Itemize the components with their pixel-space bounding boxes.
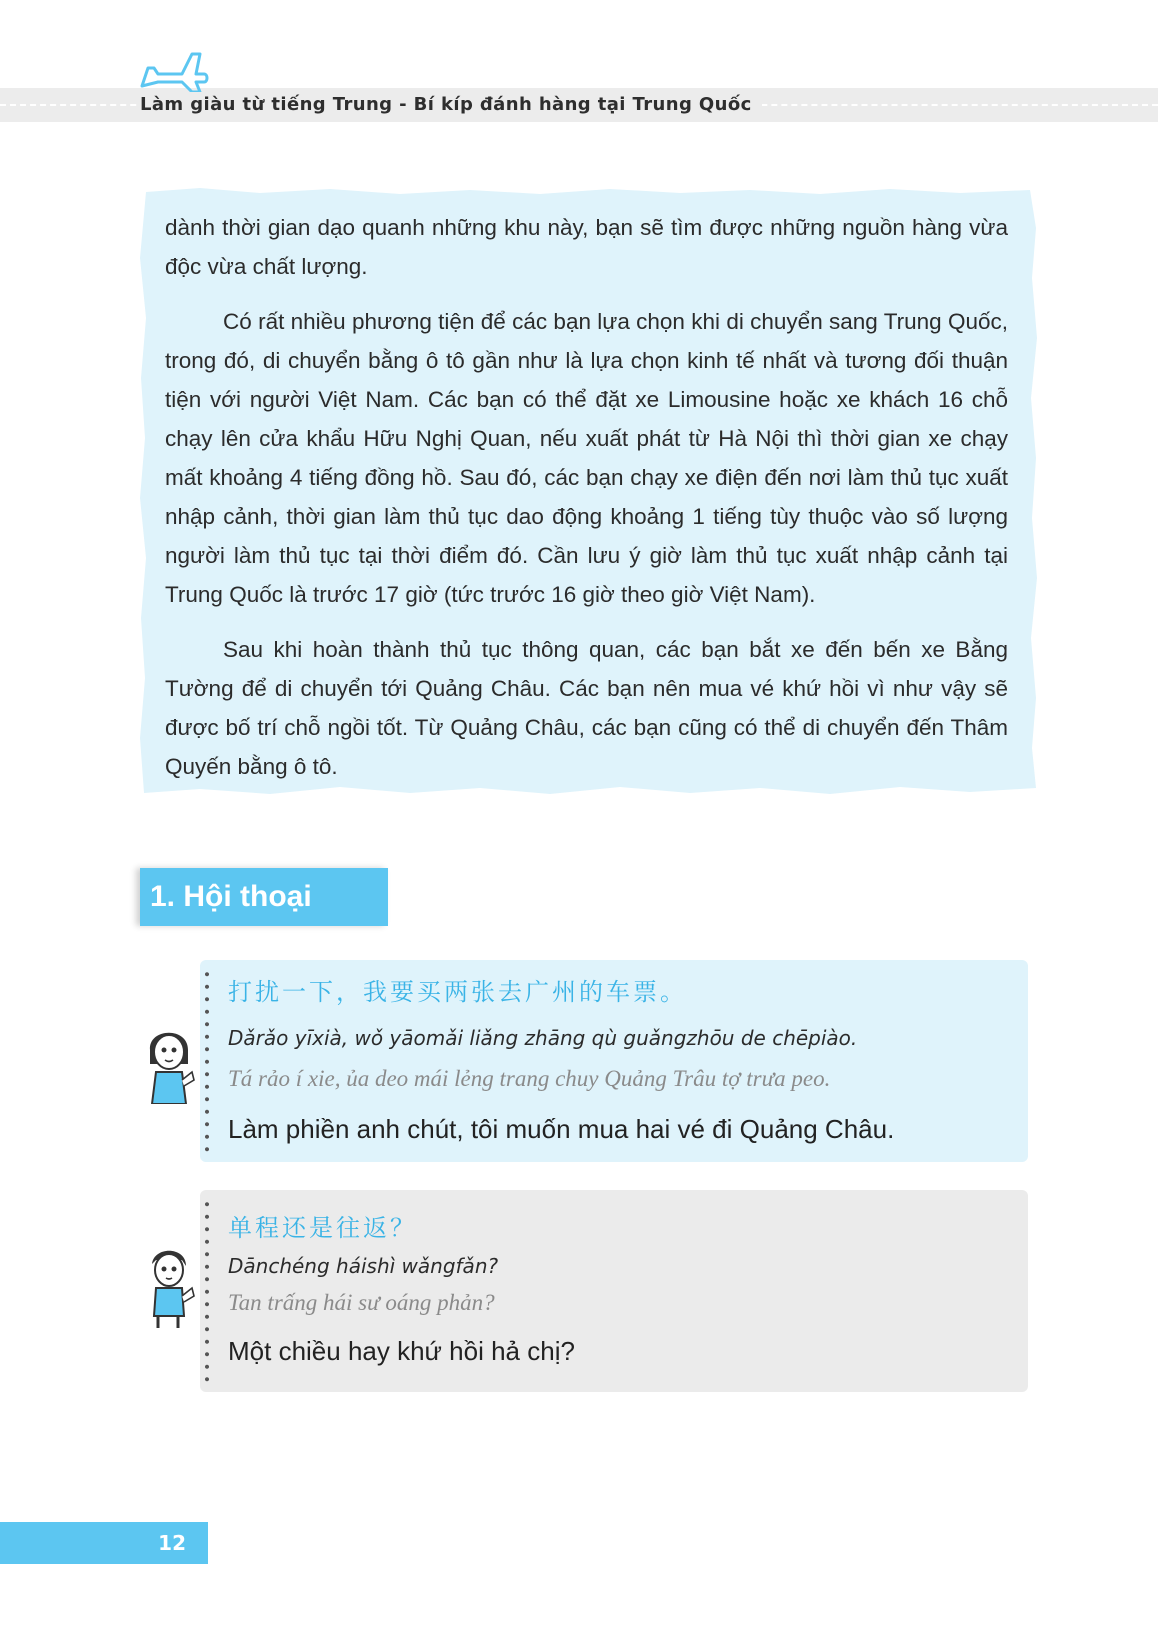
chinese-line: 打扰一下，我要买两张去广州的车票。 (228, 978, 687, 1006)
book-title: Làm giàu từ tiếng Trung - Bí kíp đánh hàng tại Trung Quốc (140, 92, 762, 118)
pinyin-line: Dānchéng háishì wǎngfǎn? (228, 1254, 499, 1278)
man-avatar-icon (142, 1244, 198, 1328)
intro-paragraph: dành thời gian dạo quanh những khu này, bạn sẽ tìm được những nguồn hàng vừa độc vừa chất lượng. (165, 215, 1008, 279)
plane-icon (138, 44, 210, 94)
reading-line: Tá rảo í xie, ủa deo mái lẻng trang chuy Quảng Trâu tợ trưa peo. (228, 1066, 831, 1091)
dialogue-box-2 (200, 1190, 1028, 1392)
dialogue-box-1 (200, 960, 1028, 1162)
intro-text (165, 208, 1008, 802)
section-heading: 1. Hội thoại (150, 880, 312, 913)
section-heading-box (140, 868, 388, 926)
vietnamese-line: Một chiều hay khứ hồi hả chị? (228, 1336, 575, 1366)
page-number: 12 (158, 1531, 186, 1555)
intro-paragraph: Sau khi hoàn thành thủ tục thông quan, các bạn bắt xe đến bến xe Bằng Tường để di chuyển tới Quảng Châu. Các bạn nên mua vé khứ hồi vì như vậy sẽ được bố trí chỗ ngồi tốt. Từ Quảng Châu, các bạn cũng có thể di chuyển đến Thâm Quyến bằng ô tô. (165, 637, 1008, 779)
woman-avatar-icon (142, 1020, 198, 1104)
vietnamese-line: Làm phiền anh chút, tôi muốn mua hai vé đi Quảng Châu. (228, 1114, 895, 1144)
pinyin-line: Dǎrǎo yīxià, wǒ yāomǎi liǎng zhāng qù guǎngzhōu de chēpiào. (228, 1026, 858, 1050)
dotted-border (202, 968, 212, 1156)
dotted-border (202, 1198, 212, 1386)
intro-note (140, 188, 1038, 796)
reading-line: Tan trấng hái sư oáng phản? (228, 1290, 495, 1315)
page-number-tab (0, 1522, 208, 1564)
chinese-line: 单程还是往返？ (228, 1214, 417, 1242)
intro-paragraph: Có rất nhiều phương tiện để các bạn lựa chọn khi di chuyển sang Trung Quốc, trong đó, di chuyển bằng ô tô gần như là lựa chọn kinh tế nhất và tương đối thuận tiện với người Việt Nam. Các bạn có thể đặt xe Limousine hoặc xe khách 16 chỗ chạy lên cửa khẩu Hữu Nghị Quan, nếu xuất phát từ Hà Nội thì thời gian xe chạy mất khoảng 4 tiếng đồng hồ. Sau đó, các bạn chạy xe điện đến nơi làm thủ tục xuất nhập cảnh, thời gian làm thủ tục dao động khoảng 1 tiếng tùy thuộc vào số lượng người làm thủ tục tại thời điểm đó. Cần lưu ý giờ làm thủ tục xuất nhập cảnh tại Trung Quốc là trước 17 giờ (tức trước 16 giờ theo giờ Việt Nam). (165, 309, 1008, 607)
